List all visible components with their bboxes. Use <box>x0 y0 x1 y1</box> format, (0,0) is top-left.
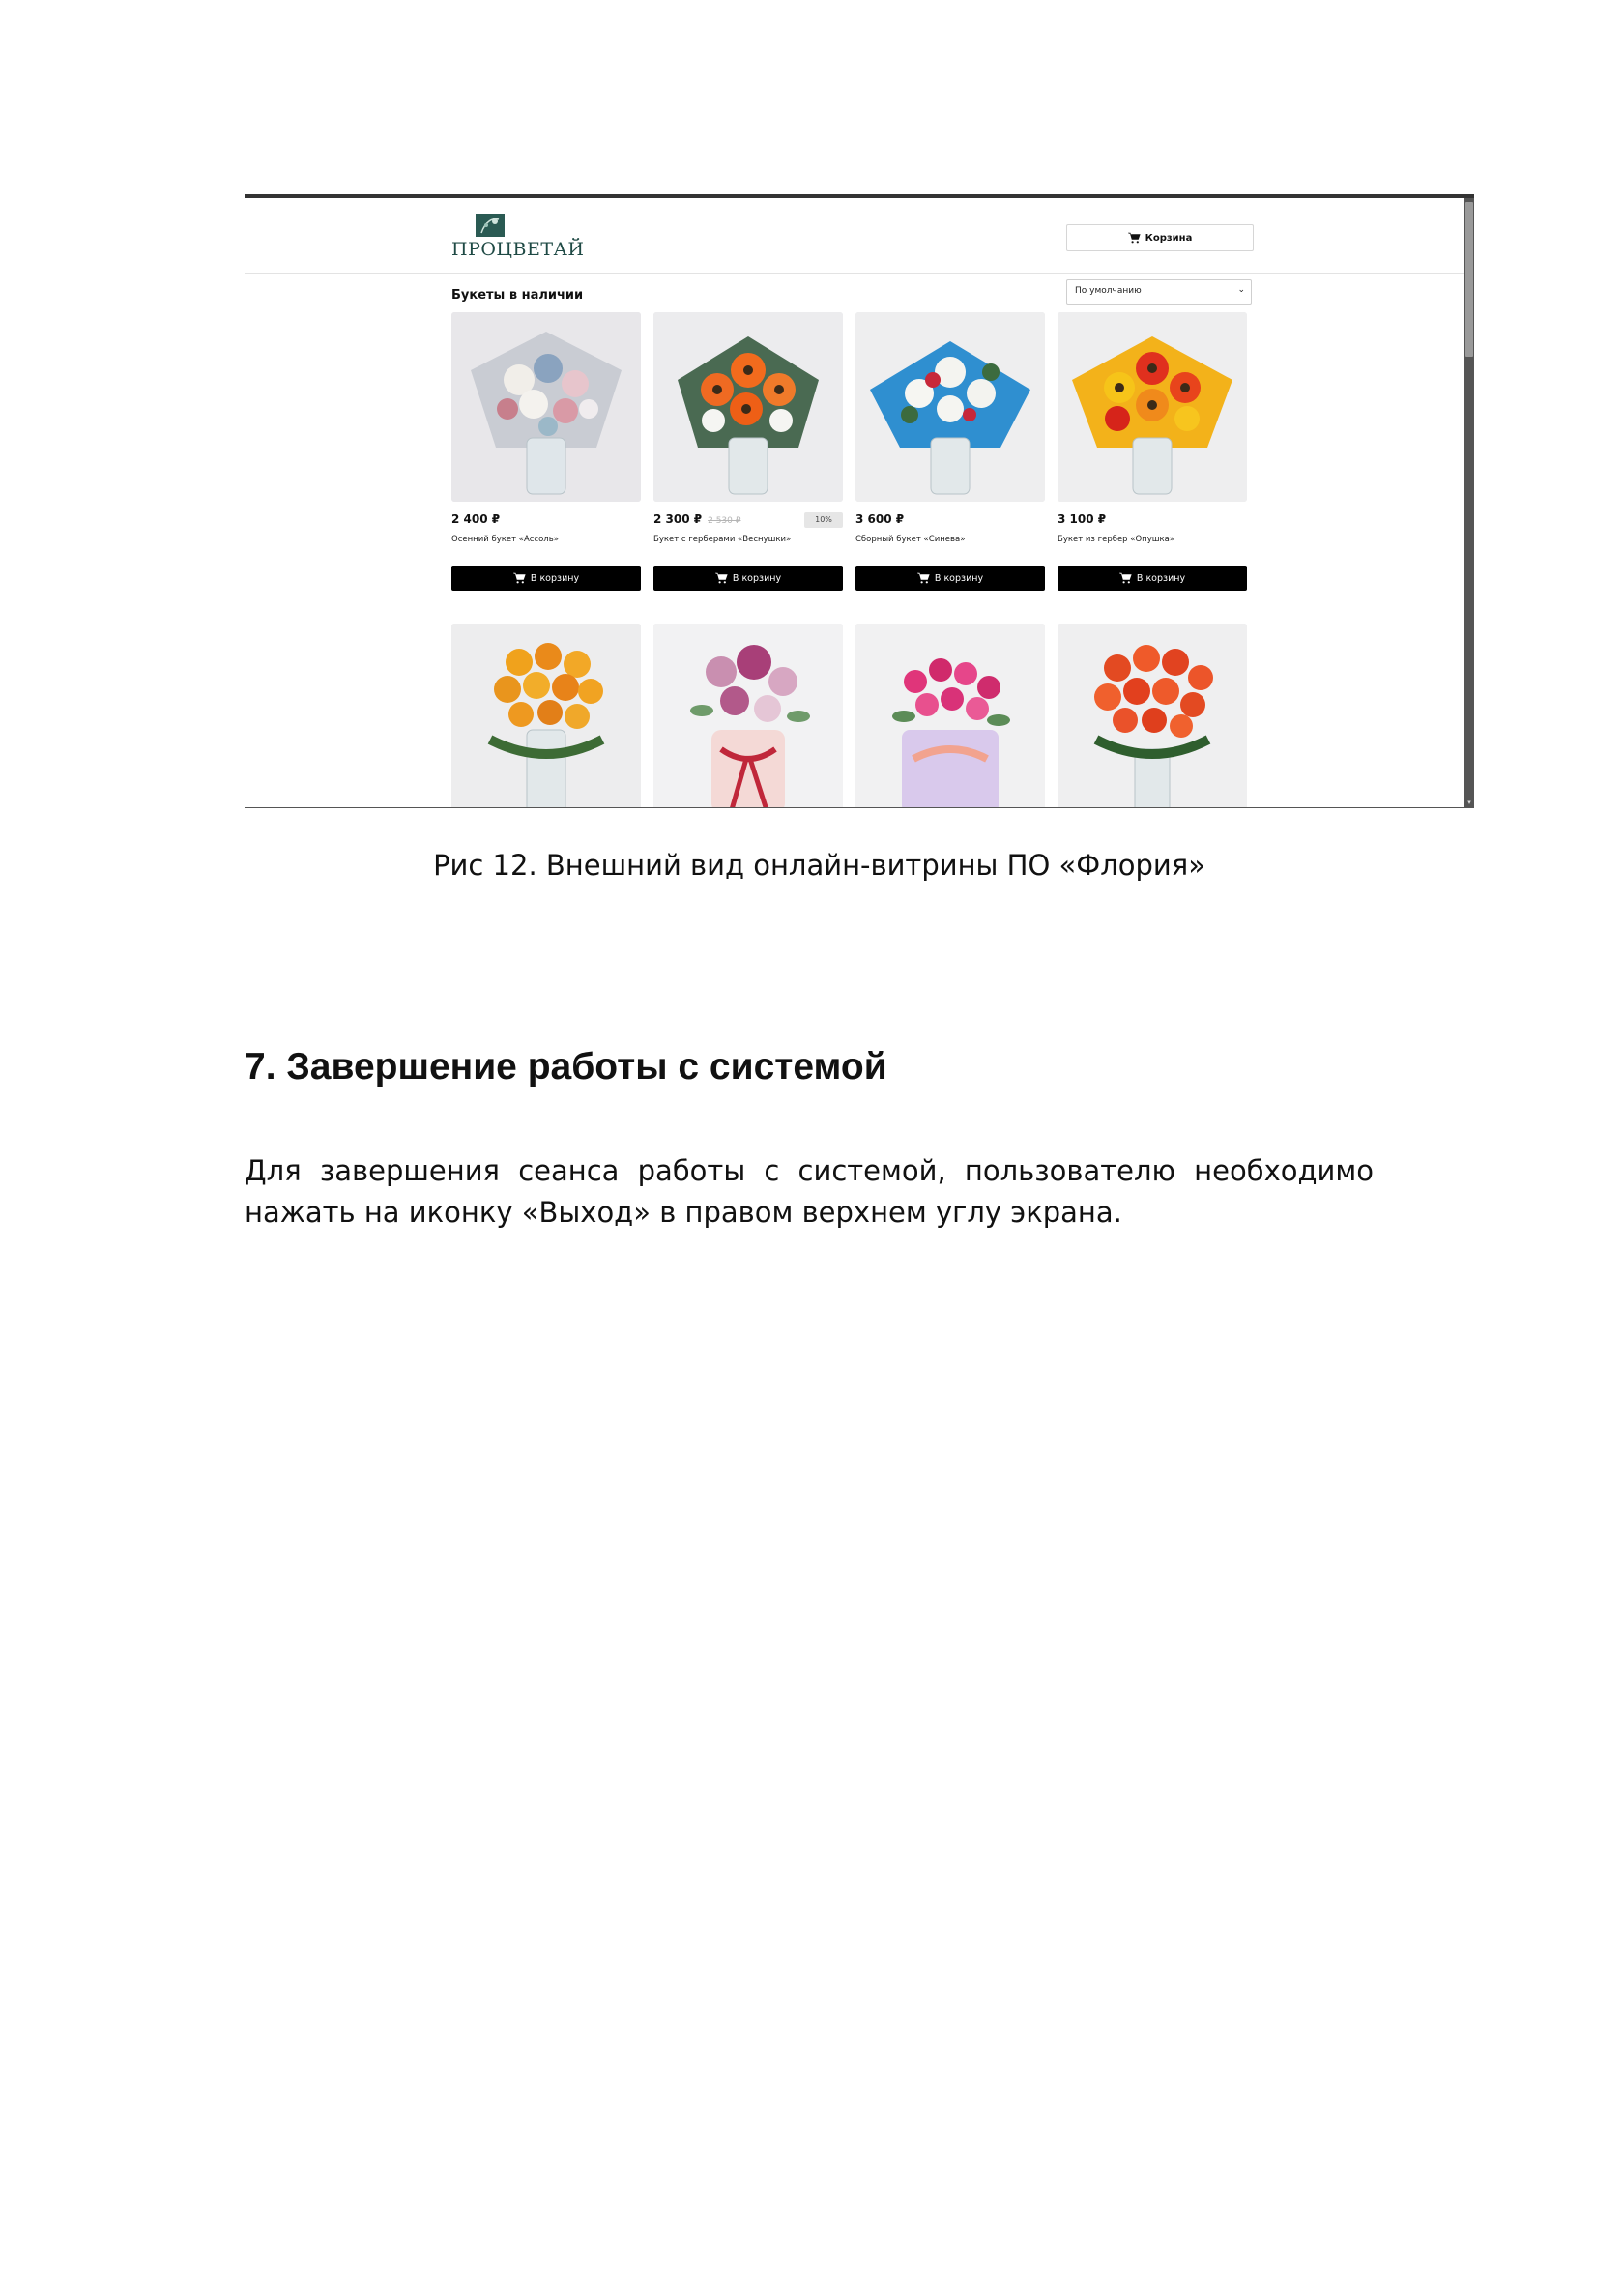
product-price: 3 100 ₽ <box>1058 512 1107 526</box>
scrollbar[interactable] <box>1464 198 1474 807</box>
product-price: 2 300 ₽ <box>653 512 703 526</box>
add-to-cart-button[interactable] <box>653 566 843 591</box>
add-to-cart-label: В корзину <box>732 572 782 584</box>
body-paragraph: Для завершения сеанса работы с системой, пользователю необходимо нажать на иконку «Выход» в правом верхнем углу экрана. <box>245 1154 1374 1229</box>
product-photo[interactable] <box>1058 624 1247 808</box>
section-heading: 7. Завершение работы с системой <box>245 1046 887 1088</box>
figure-caption: Рис 12. Внешний вид онлайн-витрины ПО «Флория» <box>433 849 1205 882</box>
section-title: Букеты в наличии <box>451 288 584 303</box>
add-to-cart-button[interactable] <box>1058 566 1247 591</box>
product-photo[interactable] <box>451 312 641 502</box>
product-photo[interactable] <box>856 624 1045 808</box>
scroll-down-arrow-icon[interactable]: ▾ <box>1467 799 1471 806</box>
header-divider <box>245 273 1464 274</box>
cart-icon <box>917 572 930 584</box>
product-name: Букет с герберами «Веснушки» <box>653 535 792 544</box>
cart-icon <box>513 572 526 584</box>
add-to-cart-label: В корзину <box>530 572 580 584</box>
product-name: Сборный букет «Синева» <box>856 535 966 544</box>
product-photo[interactable] <box>856 312 1045 502</box>
add-to-cart-button[interactable] <box>451 566 641 591</box>
cart-button[interactable] <box>1066 224 1254 251</box>
flower-logo-icon <box>474 212 507 239</box>
product-price: 2 400 ₽ <box>451 512 501 526</box>
logo-wordmark: ПРОЦВЕТАЙ <box>451 239 585 260</box>
product-price: 3 600 ₽ <box>856 512 905 526</box>
product-photo[interactable] <box>653 312 843 502</box>
product-photo[interactable] <box>653 624 843 808</box>
cart-icon <box>1128 232 1141 244</box>
product-old-price: 2 530 ₽ <box>708 516 741 526</box>
scrollbar-thumb[interactable] <box>1465 202 1473 357</box>
product-photo[interactable] <box>451 624 641 808</box>
add-to-cart-label: В корзину <box>1136 572 1186 584</box>
store-logo[interactable] <box>451 212 585 266</box>
sort-select[interactable] <box>1066 279 1252 305</box>
chevron-down-icon: ⌄ <box>1237 285 1245 295</box>
add-to-cart-label: В корзину <box>934 572 984 584</box>
storefront-screenshot <box>245 194 1474 808</box>
product-name: Букет из гербер «Опушка» <box>1058 535 1175 544</box>
product-photo[interactable] <box>1058 312 1247 502</box>
cart-icon <box>715 572 728 584</box>
add-to-cart-button[interactable] <box>856 566 1045 591</box>
sort-selected-value: По умолчанию <box>1075 286 1142 296</box>
discount-badge: 10% <box>804 512 843 528</box>
cart-label: Корзина <box>1145 232 1193 244</box>
product-name: Осенний букет «Ассоль» <box>451 535 559 544</box>
cart-icon <box>1119 572 1132 584</box>
